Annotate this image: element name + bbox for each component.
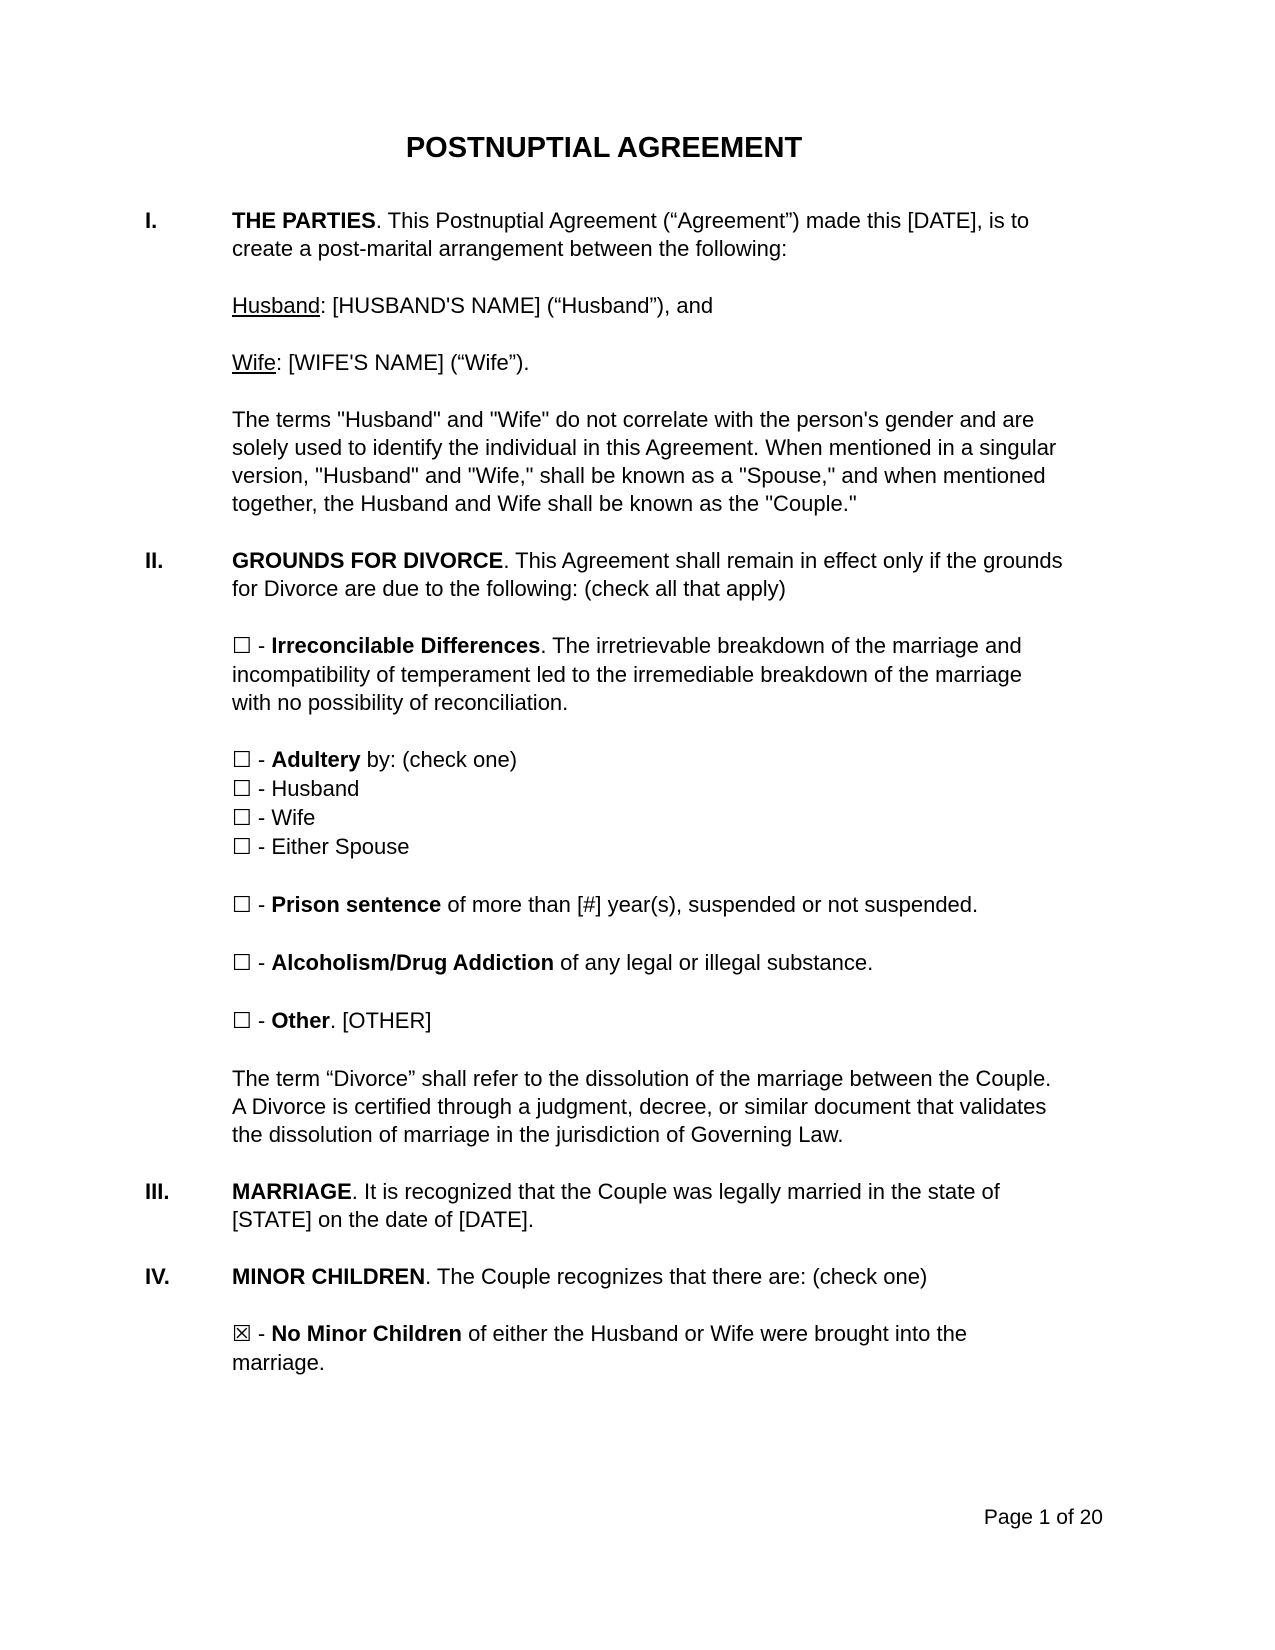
paragraph-minor-children-intro: [232, 1263, 1063, 1291]
option-label: Alcoholism/Drug Addiction: [271, 950, 555, 975]
dash-separator: -: [257, 950, 266, 975]
option-label: No Minor Children: [271, 1321, 462, 1346]
paragraph-terms-definition: The terms "Husband" and "Wife" do not correlate with the person's gender and are solely used to identify the individual in this Agreement. When mentioned in a singular version, "Husband" and "Wife," shall be known as a "Spouse," and when mentioned together, the Husband and Wife shall be known as the "Couple.": [232, 407, 1057, 516]
checkbox-unchecked-icon: ☐: [232, 777, 252, 802]
checkbox-item-adultery-husband: [232, 775, 1063, 804]
dash-separator: -: [257, 1321, 266, 1346]
checkbox-checked-icon: ☒: [232, 1322, 252, 1347]
option-label: Irreconcilable Differences: [271, 633, 541, 658]
section-minor-children: [145, 1263, 1063, 1377]
checkbox-unchecked-icon: ☐: [232, 951, 252, 976]
wife-text: : [WIFE'S NAME] (“Wife”).: [276, 350, 530, 375]
option-label: Other: [271, 1008, 330, 1033]
dash-separator: -: [257, 633, 266, 658]
checkbox-item-prison-sentence: [232, 891, 1063, 920]
checkbox-item-alcoholism-drug-addiction: [232, 949, 1063, 978]
section-number: III.: [145, 1179, 170, 1204]
option-text: by: (check one): [360, 747, 518, 772]
paragraph-divorce-definition: The term “Divorce” shall refer to the dissolution of the marriage between the Couple. A Divorce is certified through a judgment, decree, or similar document that validates the dissolution of marriage in the jurisdiction of Governing Law.: [232, 1066, 1052, 1147]
section-intro-text: . This Postnuptial Agreement (“Agreement”) made this [DATE], is to create a post-marital arrangement between the following:: [232, 208, 1030, 261]
checkbox-unchecked-icon: ☐: [232, 748, 252, 773]
dash-separator: -: [257, 776, 266, 801]
section-heading: MARRIAGE: [232, 1179, 352, 1204]
section-heading: THE PARTIES: [232, 208, 376, 233]
option-text: of more than [#] year(s), suspended or not suspended.: [441, 892, 979, 917]
checkbox-unchecked-icon: ☐: [232, 806, 252, 831]
section-number: IV.: [145, 1264, 170, 1289]
checkbox-item-no-minor-children: [232, 1320, 1063, 1377]
option-label: Husband: [271, 776, 360, 801]
section-marriage: [145, 1178, 1063, 1234]
section-intro-text: . The Couple recognizes that there are: (check one): [425, 1264, 928, 1289]
dash-separator: -: [257, 805, 266, 830]
section-heading: GROUNDS FOR DIVORCE: [232, 548, 504, 573]
dash-separator: -: [257, 747, 266, 772]
option-label: Either Spouse: [271, 834, 410, 859]
option-label: Adultery: [271, 747, 361, 772]
section-the-parties: [145, 207, 1063, 518]
wife-label: Wife: [232, 350, 276, 375]
page-footer: Page 1 of 20: [983, 1506, 1103, 1529]
checkbox-unchecked-icon: ☐: [232, 1009, 252, 1034]
dash-separator: -: [257, 1008, 266, 1033]
paragraph-parties-intro: [232, 207, 1063, 263]
option-text: . The irretrievable breakdown of the marriage and incompatibility of temperament led to the irremediable breakdown of the marriage with no possibility of reconciliation.: [232, 633, 1022, 715]
option-text: of either the Husband or Wife were brought into the marriage.: [232, 1321, 968, 1375]
paragraph-husband: [232, 292, 1063, 320]
checkbox-item-adultery: [232, 746, 1063, 775]
checkbox-unchecked-icon: ☐: [232, 835, 252, 860]
section-intro-text: . This Agreement shall remain in effect only if the grounds for Divorce are due to the following: (check all that apply): [232, 548, 1063, 601]
dash-separator: -: [257, 834, 266, 859]
paragraph-grounds-intro: [232, 547, 1063, 603]
option-label: Wife: [271, 805, 316, 830]
option-label: Prison sentence: [271, 892, 442, 917]
section-heading: MINOR CHILDREN: [232, 1264, 426, 1289]
husband-label: Husband: [232, 293, 321, 318]
document-title: POSTNUPTIAL AGREEMENT: [405, 132, 803, 164]
option-text: of any legal or illegal substance.: [554, 950, 874, 975]
section-number: I.: [145, 208, 158, 233]
checkbox-item-other: [232, 1007, 1063, 1036]
checkbox-item-adultery-wife: [232, 804, 1063, 833]
section-grounds-for-divorce: [145, 547, 1063, 1149]
paragraph-wife: [232, 349, 1063, 377]
section-number: II.: [145, 548, 164, 573]
section-intro-text: . It is recognized that the Couple was legally married in the state of [STATE] on the date of [DATE].: [232, 1179, 1000, 1232]
option-text: . [OTHER]: [330, 1008, 432, 1033]
paragraph-marriage-intro: [232, 1178, 1063, 1234]
checkbox-unchecked-icon: ☐: [232, 634, 252, 659]
checkbox-unchecked-icon: ☐: [232, 893, 252, 918]
checkbox-item-adultery-either-spouse: [232, 833, 1063, 862]
dash-separator: -: [257, 892, 266, 917]
husband-text: : [HUSBAND'S NAME] (“Husband”), and: [320, 293, 714, 318]
checkbox-item-irreconcilable-differences: [232, 632, 1063, 717]
